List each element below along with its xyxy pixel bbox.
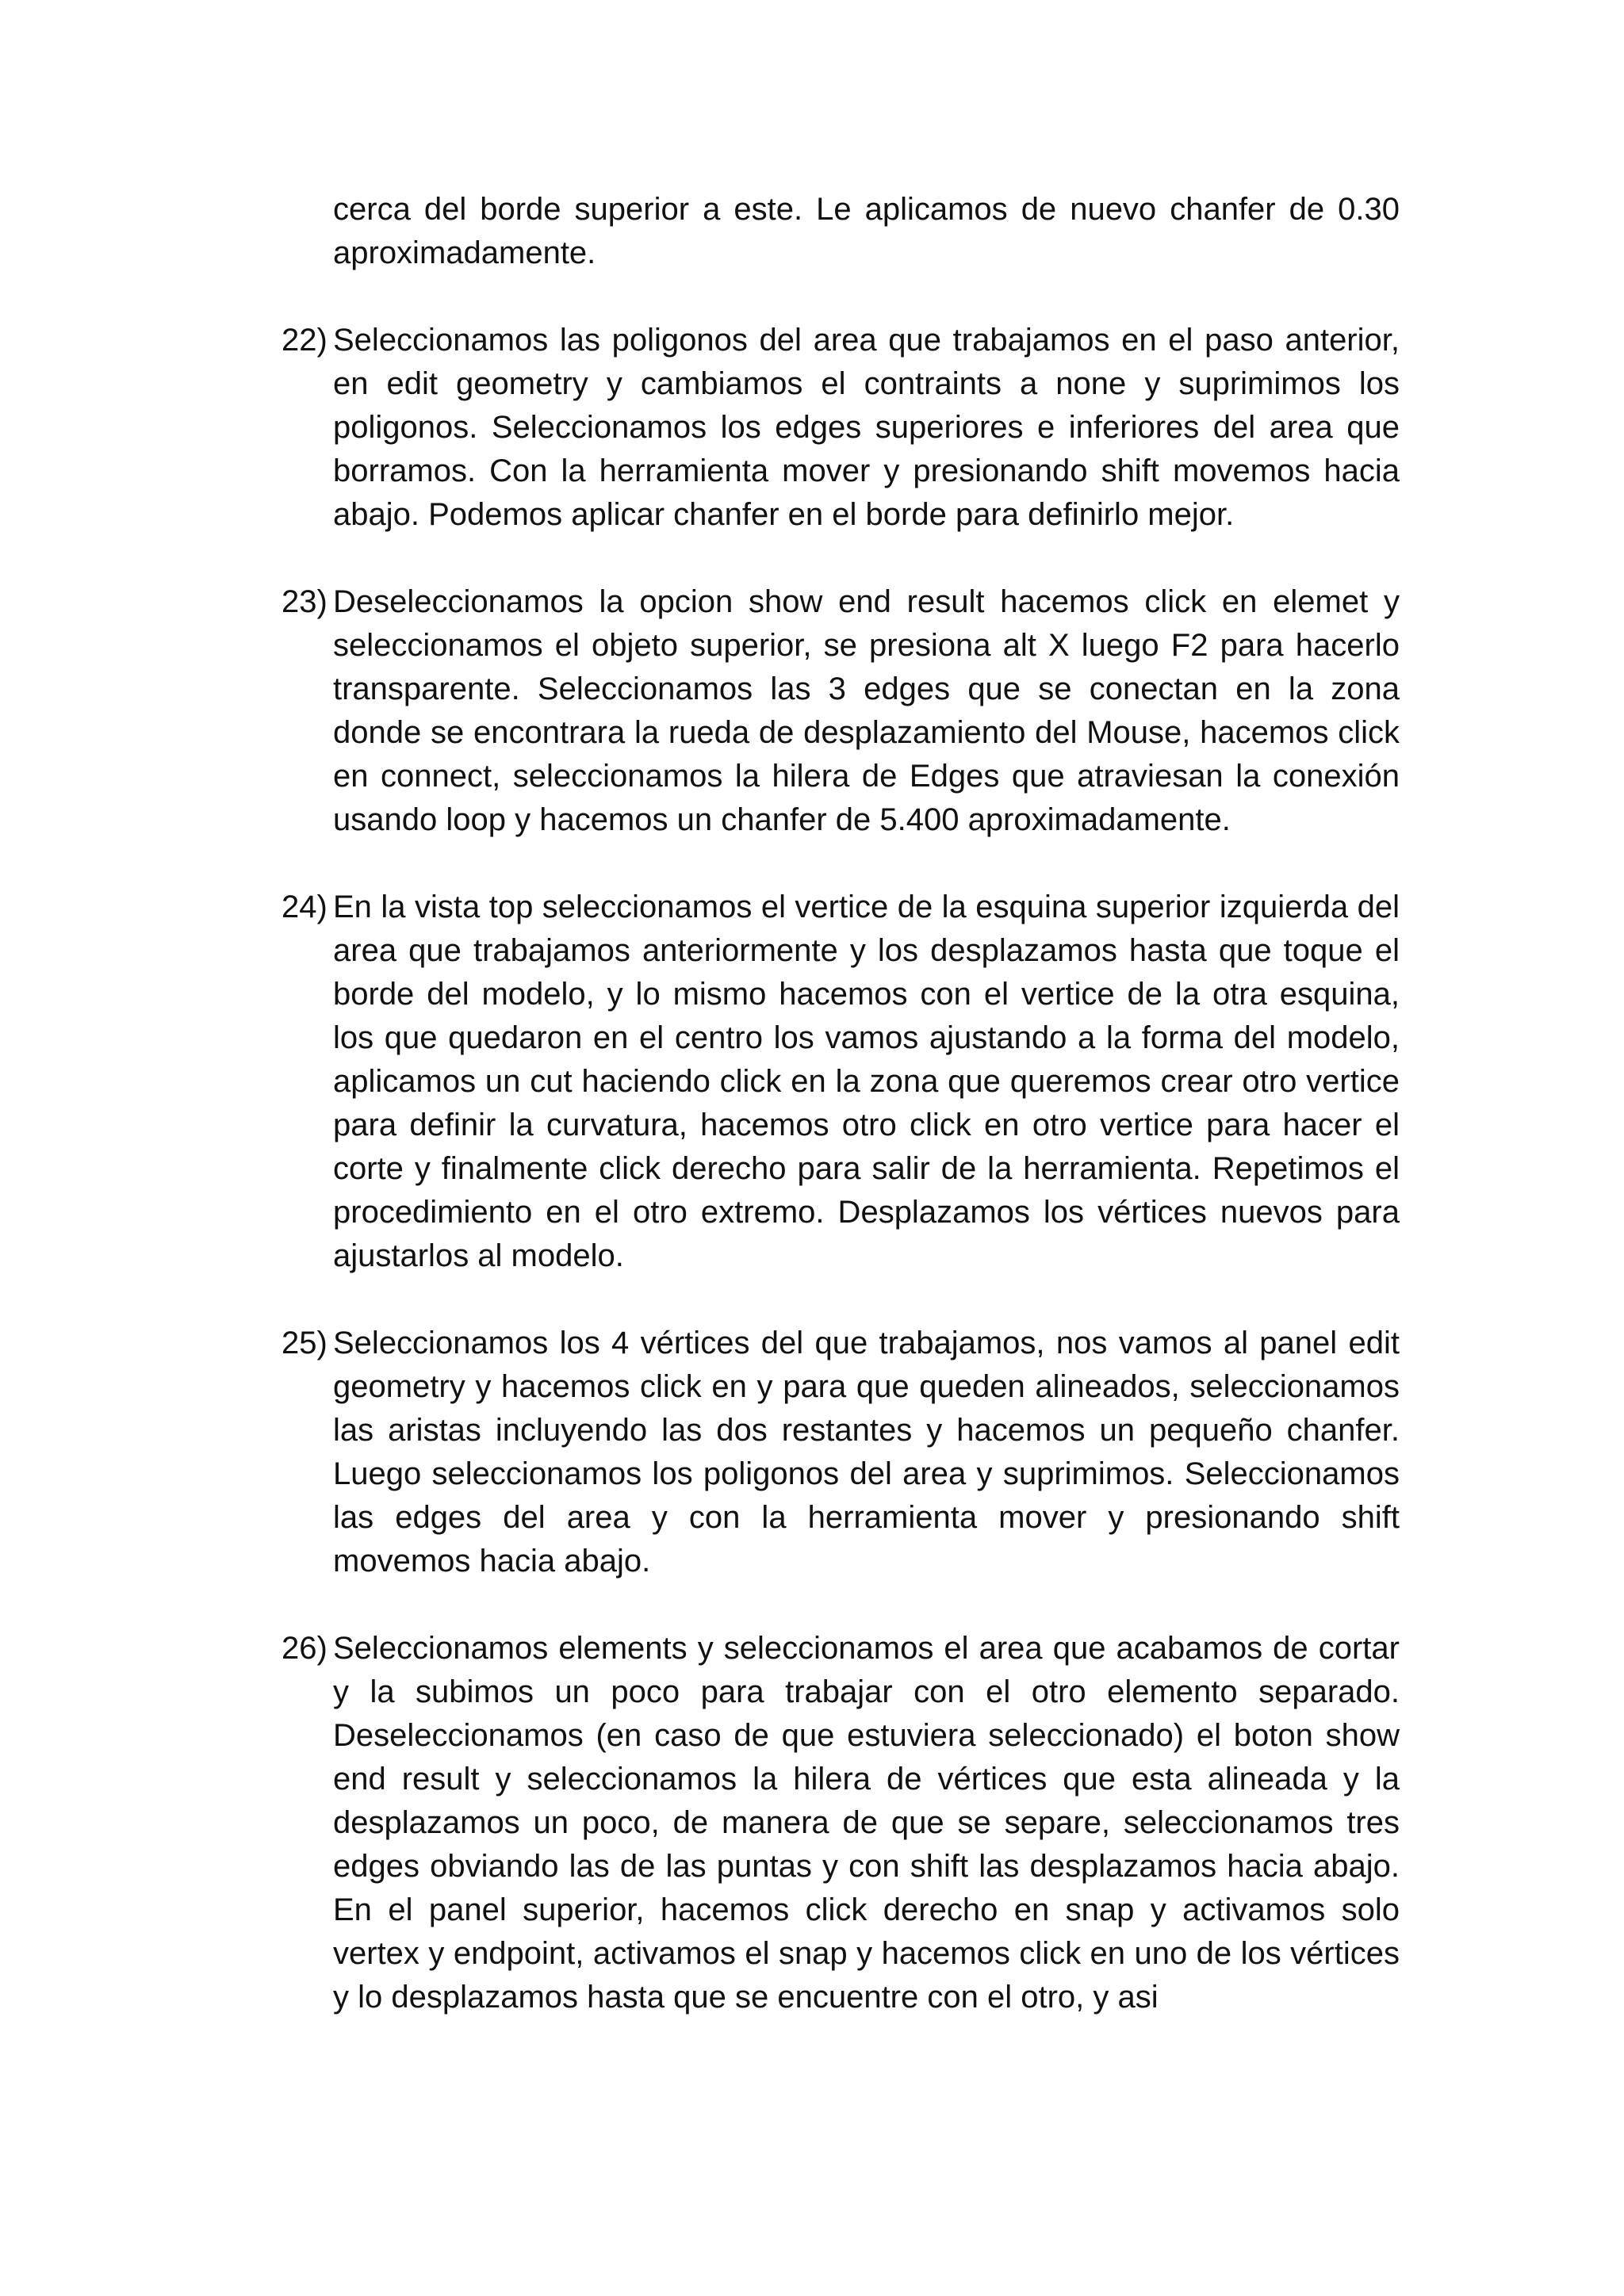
step-number: 24) [282,890,327,924]
step-25 [282,1322,1400,1583]
step-number: 25) [282,1326,327,1360]
step-text: En la vista top seleccionamos el vertice de la esquina superior izquierda del area que trabajamos anteriormente y los desplazamos hasta que toque el borde del modelo, y lo mismo hacemos con el vertice de la otra esquina, los que quedaron en el centro los vamos ajustando a la forma del modelo, aplicamos un cut haciendo click en la zona que queremos crear otro vertice para definir la curvatura, hacemos otro click en otro vertice para hacer el corte y finalmente click derecho para salir de la herramienta. Repetimos el procedimiento en el otro extremo. Desplazamos los vértices nuevos para ajustarlos al modelo. [333,890,1400,1273]
step-number: 22) [282,323,327,358]
step-26 [282,1627,1400,2019]
step-text: Deseleccionamos la opcion show end result hacemos click en elemet y seleccionamos el objeto superior, se presiona alt X luego F2 para hacerlo transparente. Seleccionamos las 3 edges que se conectan en la zona donde se encontrara la rueda de desplazamiento del Mouse, hacemos click en connect, seleccionamos la hilera de Edges que atraviesan la conexión usando loop y hacemos un chanfer de 5.400 aproximadamente. [333,584,1400,837]
step-number: 26) [282,1631,327,1666]
step-22 [282,319,1400,537]
step-text: Seleccionamos elements y seleccionamos el area que acabamos de cortar y la subimos un poco para trabajar con el otro elemento separado. Deseleccionamos (en caso de que estuviera seleccionado) el boton show end result y seleccionamos la hilera de vértices que esta alineada y la desplazamos un poco, de manera de que se separe, seleccionamos tres edges obviando las de las puntas y con shift las desplazamos hacia abajo. En el panel superior, hacemos click derecho en snap y activamos solo vertex y endpoint, activamos el snap y hacemos click en uno de los vértices y lo desplazamos hasta que se encuentre con el otro, y asi [333,1631,1400,2015]
step-text: Seleccionamos las poligonos del area que trabajamos en el paso anterior, en edit geometry y cambiamos el contraints a none y suprimimos los poligonos. Seleccionamos los edges superiores e inferiores del area que borramos. Con la herramienta mover y presionando shift movemos hacia abajo. Podemos aplicar chanfer en el borde para definirlo mejor. [333,323,1400,532]
document-body [282,188,1400,2019]
step-number: 23) [282,584,327,619]
step-23 [282,580,1400,842]
step-24 [282,886,1400,1278]
continuation-paragraph: cerca del borde superior a este. Le aplicamos de nuevo chanfer de 0.30 aproximadamente. [333,192,1400,270]
step-text: Seleccionamos los 4 vértices del que trabajamos, nos vamos al panel edit geometry y hacemos click en y para que queden alineados, seleccionamos las aristas incluyendo las dos restantes y hacemos un pequeño chanfer. Luego seleccionamos los poligonos del area y suprimimos. Seleccionamos las edges del area y con la herramienta mover y presionando shift movemos hacia abajo. [333,1326,1400,1578]
